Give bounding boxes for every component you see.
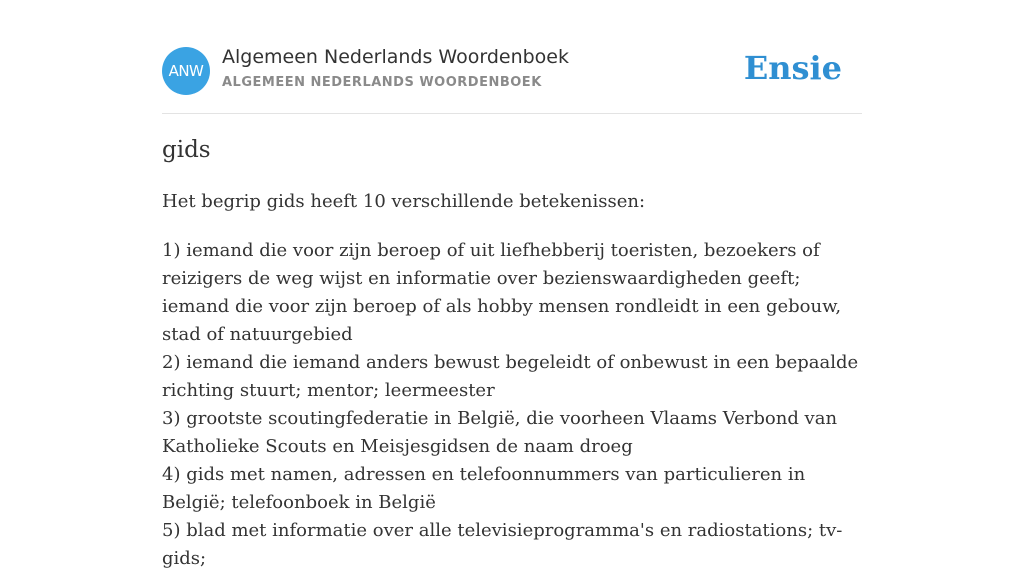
meaning-item: 5) blad met informatie over alle televisieprogramma's en radiostations; tv-gids;: [162, 520, 843, 569]
meaning-item: 4) gids met namen, adressen en telefoonnummers van particulieren in België; telefoonboek in België: [162, 464, 806, 513]
meanings-list: [162, 237, 862, 573]
meaning-item: 1) iemand die voor zijn beroep of uit liefhebberij toeristen, bezoekers of reizigers de weg wijst en informatie over bezienswaardigheden geeft; iemand die voor zijn beroep of als hobby mensen rondleidt in een gebouw, stad of natuurgebied: [162, 240, 842, 345]
header-divider: [162, 113, 862, 114]
dictionary-subtitle: ALGEMEEN NEDERLANDS WOORDENBOEK: [222, 75, 542, 90]
ensie-brand-link[interactable]: Ensie: [743, 49, 842, 87]
meaning-item: 3) grootste scoutingfederatie in België, die voorheen Vlaams Verbond van Katholieke Scouts en Meisjesgidsen de naam droeg: [162, 408, 838, 457]
entry-term: gids: [162, 137, 211, 163]
header: [162, 46, 862, 96]
dictionary-title[interactable]: Algemeen Nederlands Woordenboek: [222, 46, 569, 68]
entry-intro: Het begrip gids heeft 10 verschillende betekenissen:: [162, 191, 646, 212]
meaning-item: 2) iemand die iemand anders bewust begeleidt of onbewust in een bepaalde richting stuurt; mentor; leermeester: [162, 352, 859, 401]
anw-logo[interactable]: ANW: [162, 47, 210, 95]
